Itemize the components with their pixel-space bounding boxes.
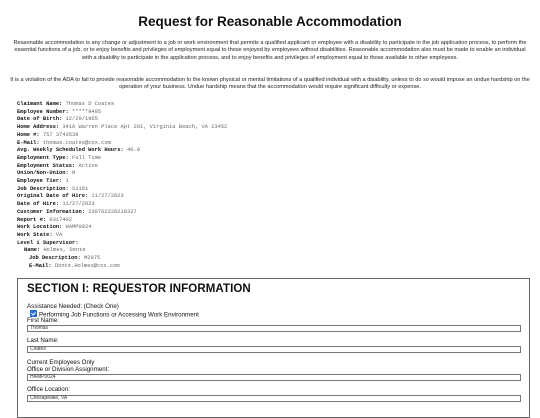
info-value: Full Time bbox=[72, 154, 102, 161]
info-value: VA bbox=[55, 231, 63, 238]
info-label: Date of Birth: bbox=[17, 116, 63, 123]
info-row bbox=[17, 193, 537, 201]
info-label: Customer Information: bbox=[17, 208, 85, 215]
info-label: Name: bbox=[24, 247, 41, 254]
first-name-label: First Name: bbox=[27, 317, 59, 324]
info-label: Original Date of Hire: bbox=[17, 193, 89, 200]
info-label: Level 1 Supervisor: bbox=[17, 239, 79, 246]
info-row bbox=[17, 217, 537, 225]
info-row bbox=[17, 132, 537, 140]
last-name-label: Last Name: bbox=[27, 337, 59, 344]
info-label: Employment Status: bbox=[17, 162, 76, 169]
info-label: Avg. Weekly Scheduled Work Hours: bbox=[17, 147, 124, 154]
info-value: 1 bbox=[65, 178, 69, 185]
info-row bbox=[17, 147, 537, 155]
info-label: E-Mail: bbox=[29, 262, 52, 269]
info-row bbox=[17, 170, 537, 178]
info-label: E-Mail: bbox=[17, 139, 40, 146]
info-row bbox=[17, 224, 537, 232]
ada-paragraph: It is a violation of the ADA to fail to provide reasonable accommodation to the known physical or mental limitations of a qualified individual with a disability, unless to do so would impose an undue hardship on the operation of your business. Undue hardship means that the accommodation would require significant difficulty or expense. bbox=[10, 77, 530, 91]
supervisor-row bbox=[17, 255, 537, 263]
info-row bbox=[17, 178, 537, 186]
info-label: Union/Non-Union: bbox=[17, 170, 69, 177]
current-employees-label: Current Employees Only bbox=[27, 359, 95, 366]
info-value: HAMP0024 bbox=[65, 224, 92, 231]
info-value: 239762220218327 bbox=[88, 208, 137, 215]
info-row bbox=[17, 109, 537, 117]
info-row bbox=[17, 155, 537, 163]
info-row bbox=[17, 209, 537, 217]
info-value: thomas.coates@cox.com bbox=[42, 139, 111, 146]
info-label: Employee Number: bbox=[17, 108, 69, 115]
info-row bbox=[17, 201, 537, 209]
info-label: Job Description: bbox=[17, 185, 69, 192]
info-value: 0317402 bbox=[49, 216, 73, 223]
info-label: Report #: bbox=[17, 216, 47, 223]
supervisor-row bbox=[17, 247, 537, 255]
info-value: N bbox=[72, 170, 76, 177]
info-value: Donte.Holmes@cox.com bbox=[54, 262, 120, 269]
claimant-info bbox=[17, 101, 537, 270]
office-assignment-input[interactable]: HAMP0024 bbox=[27, 374, 521, 381]
section-title: SECTION I: REQUESTOR INFORMATION bbox=[27, 283, 251, 295]
info-label: Employee Tier: bbox=[17, 178, 63, 185]
info-row bbox=[17, 101, 537, 109]
assistance-label: Assistance Needed: (Check One) bbox=[27, 303, 119, 310]
info-label: Home #: bbox=[17, 131, 40, 138]
office-location-input[interactable]: Chesapeake, VA bbox=[27, 395, 521, 402]
info-value: 11/27/2023 bbox=[62, 201, 95, 208]
info-row bbox=[17, 163, 537, 171]
info-row bbox=[17, 240, 537, 248]
info-value: 3416 Warren Place Apt 201, Virginia Beach, VA 23452 bbox=[62, 124, 228, 131]
info-value: S1181 bbox=[72, 185, 89, 192]
page-title: Request for Reasonable Accommodation bbox=[138, 14, 402, 29]
checkbox-checked-icon[interactable] bbox=[30, 310, 37, 317]
info-label: Home Address: bbox=[17, 124, 60, 131]
supervisor-row bbox=[17, 263, 537, 271]
info-value: M2075 bbox=[84, 255, 101, 262]
last-name-input[interactable]: Coates bbox=[27, 346, 521, 353]
intro-paragraph: Reasonable accommodation is any change or adjustment to a job or work environment that permits a qualified applicant or employee with a disability to participate in the job application process, to perform the essential functions of a job, or to enjoy benefits and privileges of employment equal to those enjoyed by employees without disabilities. Reasonable accommodation also must be made to enable an individual with a disability to participate in the application process, and to enjoy benefits and privileges of employment equal to those available to other employees. bbox=[13, 40, 527, 61]
info-value: Holmes, Donte bbox=[43, 247, 86, 254]
info-value: Active bbox=[78, 162, 98, 169]
info-label: Job Description: bbox=[29, 255, 81, 262]
info-row bbox=[17, 124, 537, 132]
info-row bbox=[17, 186, 537, 194]
info-label: Employment Type: bbox=[17, 154, 69, 161]
info-label: Work State: bbox=[17, 231, 53, 238]
info-row bbox=[17, 140, 537, 148]
assistance-option-label: Performing Job Functions or Accessing Work Environment bbox=[39, 311, 199, 319]
info-label: Claimant Name: bbox=[17, 101, 63, 107]
info-value: 40.0 bbox=[127, 147, 140, 154]
office-assignment-label: Office or Division Assignment: bbox=[27, 366, 110, 373]
info-value: 757 3743539 bbox=[42, 131, 79, 138]
info-row bbox=[17, 232, 537, 240]
office-location-label: Office Location: bbox=[27, 386, 70, 393]
info-value: 12/29/1965 bbox=[65, 116, 98, 123]
first-name-input[interactable]: Thomas bbox=[27, 325, 521, 332]
info-label: Date of Hire: bbox=[17, 201, 60, 208]
info-row bbox=[17, 116, 537, 124]
info-label: Work Location: bbox=[17, 224, 63, 231]
info-value: *****9495 bbox=[72, 108, 102, 115]
info-value: 11/27/2023 bbox=[91, 193, 124, 200]
info-value: Thomas D Coates bbox=[65, 101, 115, 107]
section-requestor-info bbox=[17, 278, 530, 418]
